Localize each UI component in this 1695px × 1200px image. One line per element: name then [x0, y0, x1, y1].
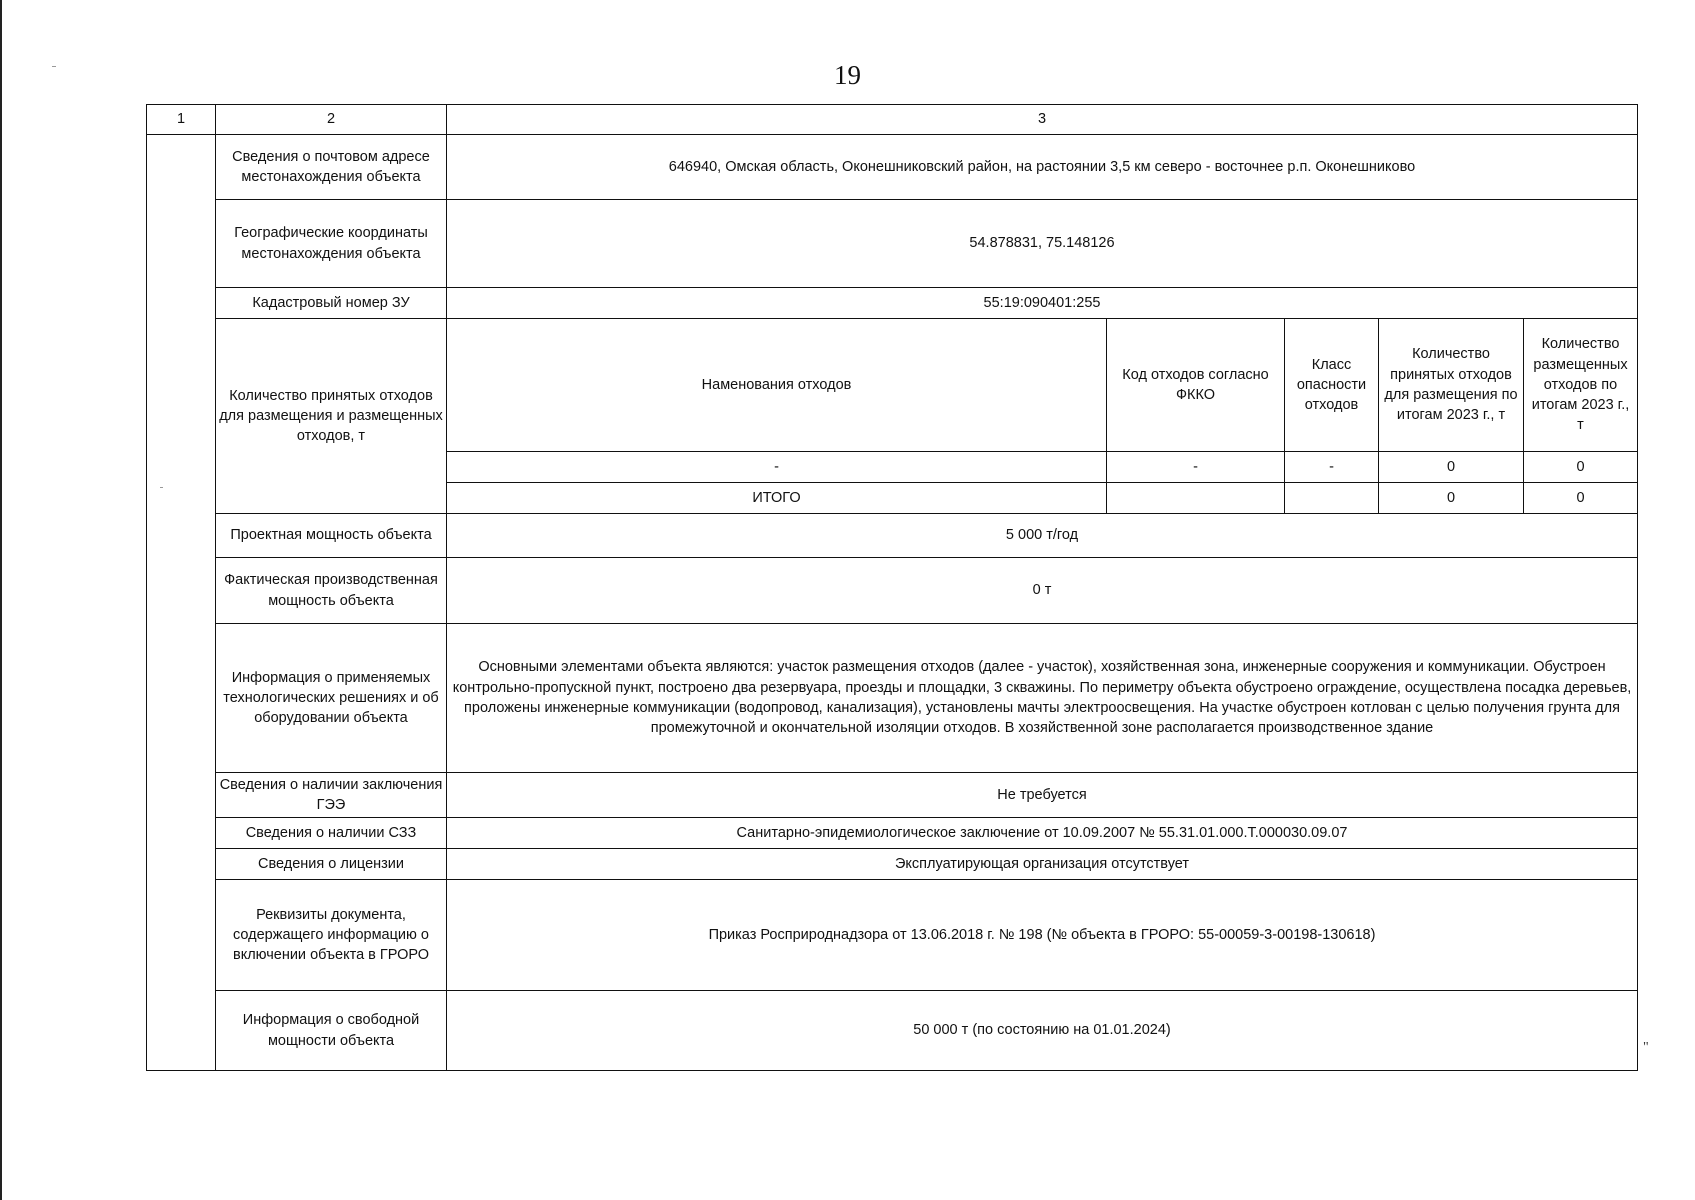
waste-data-placed: 0: [1524, 452, 1638, 483]
tech-value: Основными элементами объекта являются: участок размещения отходов (далее - участок), хозяйственная зона, инженерные сооружения и коммуникации. Обустроен контрольно-пропускной пункт, построено два резервуара, проезды и площадки, 3 скважины. По периметру объекта обустроено ограждение, осуществлена посадка деревьев, проложены инженерные коммуникации (водопровод, канализация), установлены мачты электроосвещения. На участке обустроен котлован с целью получения грунта для промежуточной и окончательной изоляции отходов. В хозяйственной зоне располагается производственное здание: [447, 624, 1638, 773]
row-cadastral: [147, 288, 1638, 319]
free-capacity-value: 50 000 т (по состоянию на 01.01.2024): [447, 991, 1638, 1071]
szz-label: Сведения о наличии СЗЗ: [216, 818, 447, 849]
waste-data-code: -: [1107, 452, 1285, 483]
postal-value: 646940, Омская область, Оконешниковский район, на растоянии 3,5 км северо - восточнее р.п. Оконешниково: [447, 135, 1638, 200]
waste-col-class: Класс опасности отходов: [1285, 319, 1379, 452]
waste-col-accepted: Количество принятых отходов для размещения по итогам 2023 г., т: [1379, 319, 1524, 452]
coords-label: Географические координаты местонахождения объекта: [216, 200, 447, 288]
waste-data-name: -: [447, 452, 1107, 483]
row-free-capacity: [147, 991, 1638, 1071]
gee-value: Не требуется: [447, 773, 1638, 818]
closing-quote: ": [1643, 1040, 1649, 1055]
gee-label: Сведения о наличии заключения ГЭЭ: [216, 773, 447, 818]
design-capacity-label: Проектная мощность объекта: [216, 514, 447, 558]
page-number: 19: [834, 60, 861, 90]
actual-capacity-label: Фактическая производственная мощность объекта: [216, 558, 447, 624]
groro-label: Реквизиты документа, содержащего информацию о включении объекта в ГРОРО: [216, 880, 447, 991]
szz-value: Санитарно-эпидемиологическое заключение от 10.09.2007 № 55.31.01.000.Т.000030.09.07: [447, 818, 1638, 849]
free-capacity-label: Информация о свободной мощности объекта: [216, 991, 447, 1071]
waste-label: Количество принятых отходов для размещения и размещенных отходов, т: [216, 319, 447, 514]
page-edge-line: [0, 0, 2, 1200]
tech-label: Информация о применяемых технологических решениях и об оборудовании объекта: [216, 624, 447, 773]
row-szz: [147, 818, 1638, 849]
header-row: [147, 105, 1638, 135]
license-value: Эксплуатирующая организация отсутствует: [447, 849, 1638, 880]
row-tech: [147, 624, 1638, 773]
waste-col-placed: Количество размещенных отходов по итогам 2023 г., т: [1524, 319, 1638, 452]
design-capacity-value: 5 000 т/год: [447, 514, 1638, 558]
waste-data-class: -: [1285, 452, 1379, 483]
registry-table: [146, 104, 1638, 1071]
row-coords: [147, 200, 1638, 288]
header-col-3: 3: [447, 105, 1638, 135]
waste-total-code: [1107, 483, 1285, 514]
waste-total-accepted: 0: [1379, 483, 1524, 514]
row-groro: [147, 880, 1638, 991]
header-col-1: 1: [147, 105, 216, 135]
waste-col-code: Код отходов согласно ФККО: [1107, 319, 1285, 452]
row-license: [147, 849, 1638, 880]
row-postal: [147, 135, 1638, 200]
waste-col-name: Наменования отходов: [447, 319, 1107, 452]
license-label: Сведения о лицензии: [216, 849, 447, 880]
row-design-capacity: [147, 514, 1638, 558]
coords-value: 54.878831, 75.148126: [447, 200, 1638, 288]
postal-label: Сведения о почтовом адресе местонахождения объекта: [216, 135, 447, 200]
cadastral-label: Кадастровый номер ЗУ: [216, 288, 447, 319]
waste-data-accepted: 0: [1379, 452, 1524, 483]
cadastral-value: 55:19:090401:255: [447, 288, 1638, 319]
waste-total-placed: 0: [1524, 483, 1638, 514]
waste-total-class: [1285, 483, 1379, 514]
groro-value: Приказ Росприроднадзора от 13.06.2018 г. № 198 (№ объекта в ГРОРО: 55-00059-3-00198-130618): [447, 880, 1638, 991]
row-waste-header: [147, 319, 1638, 452]
row-number-cell: [147, 135, 216, 1071]
header-col-2: 2: [216, 105, 447, 135]
row-actual-capacity: [147, 558, 1638, 624]
waste-total-label: ИТОГО: [447, 483, 1107, 514]
actual-capacity-value: 0 т: [447, 558, 1638, 624]
row-gee: [147, 773, 1638, 818]
